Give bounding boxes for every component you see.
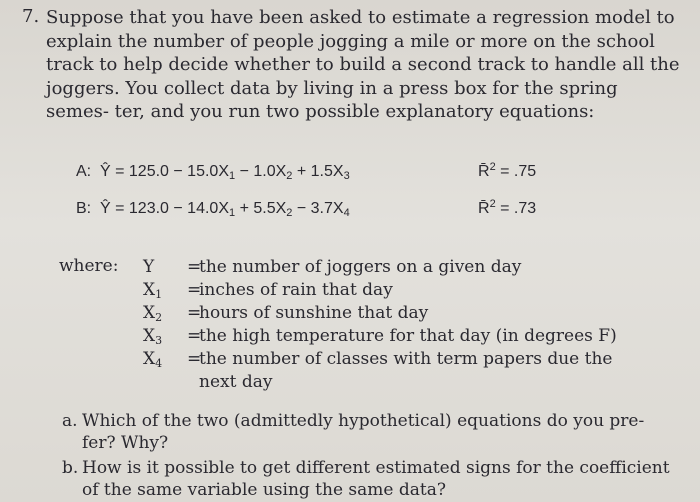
question-text-line-2: of the same variable using the same data? [82,480,446,500]
question-label: b. [62,458,79,478]
r-squared-value: R̄$^2$ = .75 [478,161,537,180]
equation-body: Ŷ = $125.0 - 15.0X_1 - 1.0X_2 + 1.5X_3$ [100,163,350,182]
question-text-line-1: How is it possible to get different estimated signs for the coefficient [82,458,670,478]
where-label: where: [59,256,119,276]
problem-intro: Suppose that you have been asked to estimate a regression model to explain the number of people jogging a mile or more on the school track to help decide whether to build a second track to handle all the joggers. You collect data by living in a press box for the spring semes- ter, and you run two possible explanatory equations: [46,7,680,122]
equation-body: Ŷ = $123.0 - 14.0X_1 + 5.5X_2 - 3.7X_4$ [100,200,350,219]
question-label: a. [62,411,78,431]
textbook-page: 7. Suppose that you have been asked to estimate a regression model to explain the number of people jogging a mile or more on the school track to help decide whether to build a second track to handle all the joggers. You collect data by living in a press box for the spring semes- ter, and you run two possible explanatory equations: A: Ŷ = $125.0 - 15.0X_1 - 1.0X_2 + 1.5X_3$ R̄$^2$ = .75 B: Ŷ = $123.0 - 14.0X_1 + 5.5X_2 - 3.7X_4$ R̄$^2$ = .73 where: Y = the number of joggers on a given day $X_1$ = inches of rain that day $X_2$ = hours of sunshine that day $X_3$ = the high temperature for that day (in degrees F) $X_4$ = the number of classes with term papers due the next day a. Which of the two (admittedly hypothetical) equations do you pre- fer? Why? b. How is it possible to get different estimated signs for the coefficient of the same variable using the same data? [0,0,700,502]
question-a [62,410,682,453]
equation-label: B: [76,200,92,217]
question-text-line-2: fer? Why? [82,433,169,453]
problem-number: 7. [22,6,40,27]
equation-label: A: [76,163,92,180]
r-squared-value: R̄$^2$ = .73 [478,198,537,217]
question-text-line-1: Which of the two (admittedly hypothetical) equations do you pre- [82,411,645,431]
question-b [62,457,682,500]
